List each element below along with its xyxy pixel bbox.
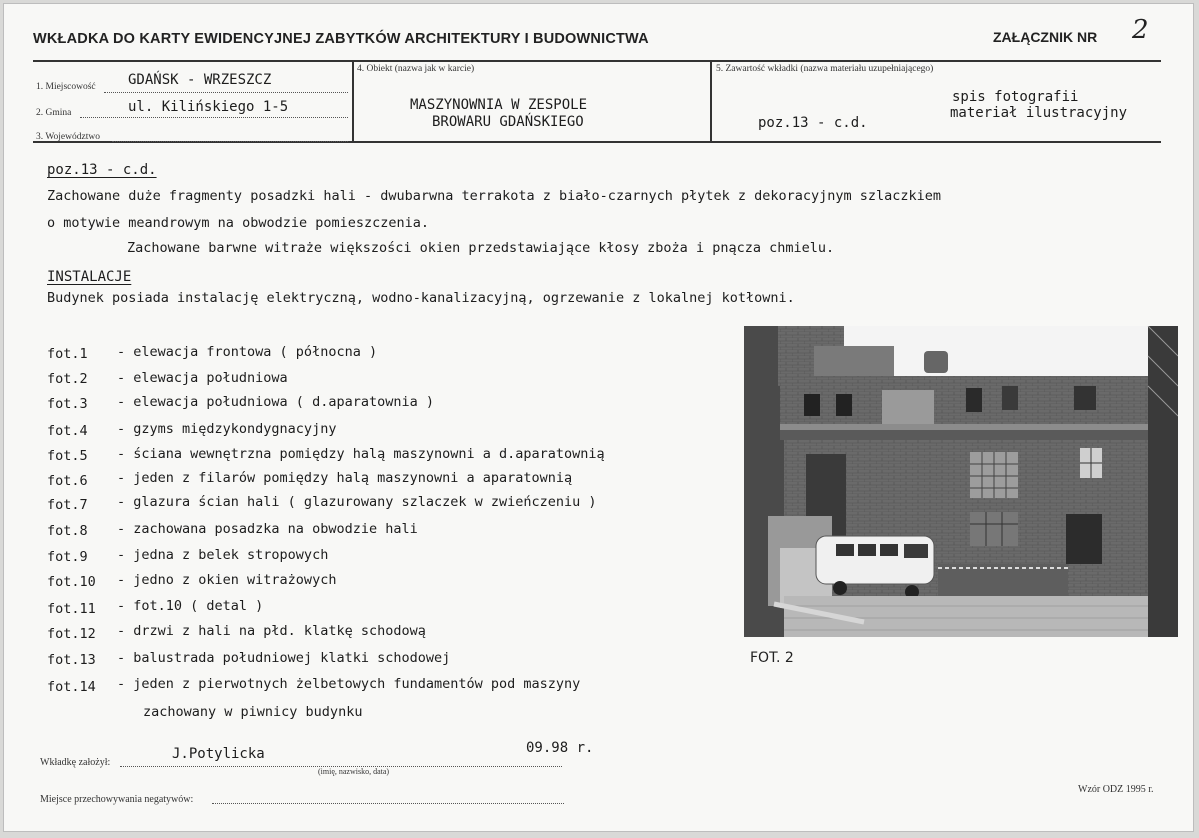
- paragraph-floor-line-1: Zachowane duże fragmenty posadzki hali - dwubarwna terrakota z biało-czarnych płytek z dekoracyjnym szlaczkiem: [47, 188, 942, 204]
- photo-id: fot.12: [47, 626, 96, 642]
- field-1-line: [104, 92, 348, 93]
- field-4-label: 4. Obiekt (nazwa jak w karcie): [357, 64, 475, 74]
- photo-desc-continued: zachowany w piwnicy budynku: [143, 704, 363, 720]
- form-code: Wzór ODZ 1995 r.: [1078, 784, 1154, 795]
- photo-caption: FOT. 2: [750, 650, 794, 666]
- photo-desc: - jedna z belek stropowych: [117, 547, 329, 563]
- paragraph-installations: Budynek posiada instalację elektryczną, wodno-kanalizacyjną, ogrzewanie z lokalnej kotłowni.: [47, 290, 795, 306]
- photo-desc: - jeden z pierwotnych żelbetowych fundamentów pod maszyny: [117, 676, 581, 692]
- author-date: 09.98 r.: [526, 740, 594, 756]
- photo-id: fot.2: [47, 371, 88, 387]
- photo-desc: - ściana wewnętrzna pomiędzy halą maszynowni a d.aparatownią: [117, 446, 605, 462]
- photo-id: fot.13: [47, 652, 96, 668]
- form-title: WKŁADKA DO KARTY EWIDENCYJNEJ ZABYTKÓW ARCHITEKTURY I BUDOWNICTWA: [33, 31, 649, 47]
- photo-id: fot.4: [47, 423, 88, 439]
- field-3-label: 3. Województwo: [36, 132, 100, 142]
- author-label: Wkładkę założył:: [40, 757, 111, 768]
- photo-desc: - fot.10 ( detal ): [117, 598, 264, 614]
- field-4-line-2: BROWARU GDAŃSKIEGO: [432, 114, 584, 130]
- negatives-line: [212, 803, 564, 804]
- photo-id: fot.10: [47, 574, 96, 590]
- attachment-number: 2: [1132, 15, 1149, 45]
- section-heading-pos13: poz.13 - c.d.: [47, 162, 157, 178]
- photo-desc: - jedno z okien witrażowych: [117, 572, 337, 588]
- photo-desc: - gzyms międzykondygnacyjny: [117, 421, 337, 437]
- field-2-line: [80, 117, 348, 118]
- attachment-label: ZAŁĄCZNIK NR: [993, 29, 1098, 45]
- photo-id: fot.7: [47, 497, 88, 513]
- field-5-label: 5. Zawartość wkładki (nazwa materiału uzupełniającego): [716, 64, 934, 74]
- field-1-label: 1. Miejscowość: [36, 82, 96, 92]
- photo-desc: - elewacja południowa: [117, 370, 288, 386]
- building-photograph: [744, 326, 1178, 637]
- photo-id: fot.14: [47, 679, 96, 695]
- field-2-value: ul. Kilińskiego 1-5: [128, 99, 289, 115]
- field-4-line-1: MASZYNOWNIA W ZESPOLE: [410, 97, 588, 113]
- photo-desc: - elewacja południowa ( d.aparatownia ): [117, 394, 434, 410]
- photo-id: fot.11: [47, 601, 96, 617]
- field-1-value: GDAŃSK - WRZESZCZ: [128, 72, 272, 88]
- photo-id: fot.9: [47, 549, 88, 565]
- paragraph-windows: Zachowane barwne witraże większości okien przedstawiające kłosy zboża i pnącza chmielu.: [127, 240, 835, 256]
- photo-desc: - balustrada południowej klatki schodowej: [117, 650, 451, 666]
- header-rule-top: [33, 60, 1161, 62]
- photo-desc: - elewacja frontowa ( północna ): [117, 344, 378, 360]
- field-5-position: poz.13 - c.d.: [758, 115, 868, 131]
- photo-id: fot.5: [47, 448, 88, 464]
- section-heading-installations: INSTALACJE: [47, 269, 132, 285]
- negatives-label: Miejsce przechowywania negatywów:: [40, 794, 194, 805]
- field-5-line-1: spis fotografii: [952, 89, 1079, 105]
- photo-id: fot.3: [47, 396, 88, 412]
- author-hint: (imię, nazwisko, data): [318, 767, 390, 776]
- photo-desc: - jeden z filarów pomiędzy halą maszynowni a aparatownią: [117, 470, 573, 486]
- author-name: J.Potylicka: [172, 746, 265, 762]
- field-5-line-2: materiał ilustracyjny: [950, 105, 1128, 121]
- photo-desc: - drzwi z hali na płd. klatkę schodową: [117, 623, 426, 639]
- photo-desc: - glazura ścian hali ( glazurowany szlaczek w zwieńczeniu ): [117, 494, 597, 510]
- field-2-label: 2. Gmina: [36, 108, 72, 118]
- header-divider-1: [352, 60, 354, 142]
- photo-desc: - zachowana posadzka na obwodzie hali: [117, 521, 418, 537]
- paragraph-floor-line-2: o motywie meandrowym na obwodzie pomieszczenia.: [47, 215, 430, 231]
- photo-id: fot.1: [47, 346, 88, 362]
- header-divider-2: [710, 60, 712, 142]
- field-3-line: [112, 141, 348, 142]
- photo-id: fot.8: [47, 523, 88, 539]
- photo-id: fot.6: [47, 473, 88, 489]
